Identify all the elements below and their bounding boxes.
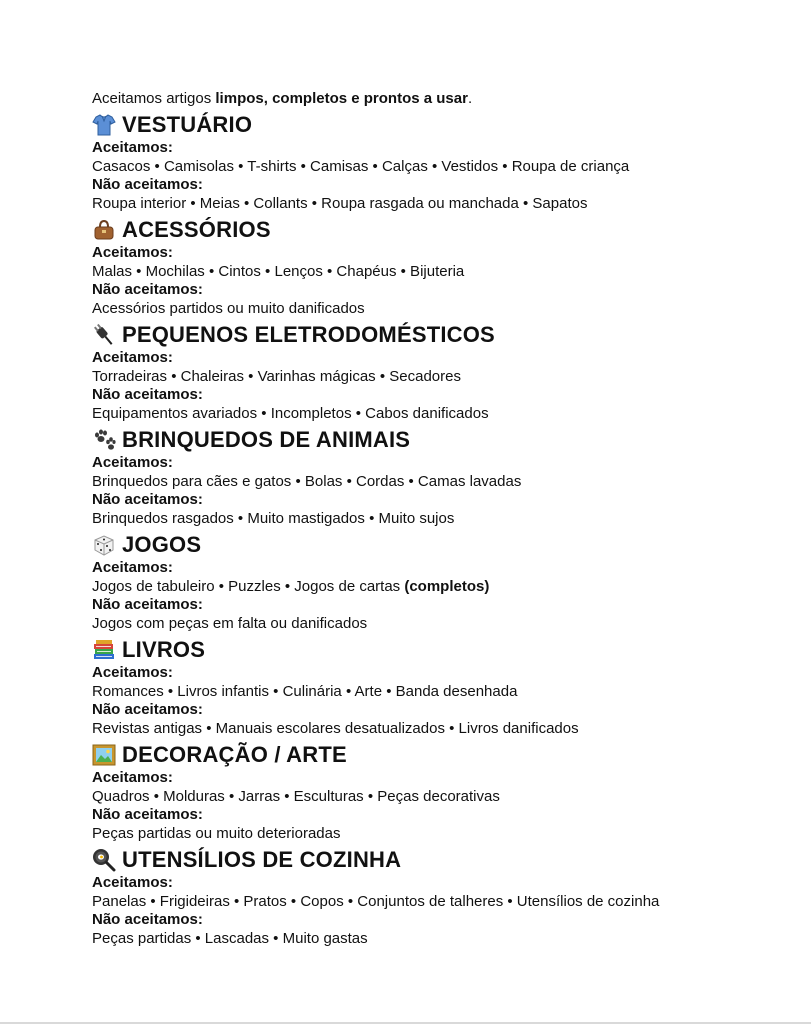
section-heading: [92, 110, 792, 139]
section-jogos: [92, 530, 792, 633]
reject-label: Não aceitamos:: [92, 911, 203, 928]
reject-list: Roupa interior • Meias • Collants • Roupa rasgada ou manchada • Sapatos: [92, 195, 588, 212]
reject-list: Peças partidas ou muito deterioradas: [92, 825, 341, 842]
section-title: DECORAÇÃO / ARTE: [122, 741, 347, 767]
accept-list: Quadros • Molduras • Jarras • Esculturas • Peças decorativas: [92, 788, 500, 805]
document-page: [92, 90, 792, 948]
section-pequenos-eletrodomesticos: [92, 320, 792, 423]
accept-list: Jogos de tabuleiro • Puzzles • Jogos de cartas (completos): [92, 578, 490, 595]
frying-pan-icon: [92, 848, 116, 872]
section-heading: [92, 215, 792, 244]
section-vestuario: [92, 110, 792, 213]
reject-list: Acessórios partidos ou muito danificados: [92, 300, 365, 317]
section-livros: [92, 635, 792, 738]
dice-icon: [92, 533, 116, 557]
framed-picture-icon: [92, 743, 116, 767]
section-title: VESTUÁRIO: [122, 111, 253, 137]
section-heading: [92, 845, 792, 874]
reject-label: Não aceitamos:: [92, 491, 203, 508]
reject-list: Equipamentos avariados • Incompletos • Cabos danificados: [92, 405, 489, 422]
section-heading: [92, 635, 792, 664]
section-brinquedos-de-animais: [92, 425, 792, 528]
reject-list: Peças partidas • Lascadas • Muito gastas: [92, 930, 368, 947]
books-icon: [92, 638, 116, 662]
reject-label: Não aceitamos:: [92, 386, 203, 403]
accept-list: Torradeiras • Chaleiras • Varinhas mágicas • Secadores: [92, 368, 461, 385]
reject-label: Não aceitamos:: [92, 281, 203, 298]
accept-list: Malas • Mochilas • Cintos • Lenços • Chapéus • Bijuteria: [92, 263, 465, 280]
accept-label: Aceitamos:: [92, 349, 173, 366]
accept-list: Casacos • Camisolas • T-shirts • Camisas • Calças • Vestidos • Roupa de criança: [92, 158, 630, 175]
section-title: ACESSÓRIOS: [122, 216, 271, 242]
reject-label: Não aceitamos:: [92, 176, 203, 193]
section-title: BRINQUEDOS DE ANIMAIS: [122, 426, 411, 452]
section-title: JOGOS: [122, 531, 202, 557]
plug-icon: [92, 323, 116, 347]
section-heading: [92, 320, 792, 349]
intro-text: Aceitamos artigos limpos, completos e prontos a usar.: [92, 90, 473, 107]
accept-list: Brinquedos para cães e gatos • Bolas • Cordas • Camas lavadas: [92, 473, 522, 490]
section-title: UTENSÍLIOS DE COZINHA: [122, 846, 402, 872]
reject-list: Jogos com peças em falta ou danificados: [92, 615, 368, 632]
accept-label: Aceitamos:: [92, 454, 173, 471]
reject-list: Brinquedos rasgados • Muito mastigados • Muito sujos: [92, 510, 455, 527]
reject-label: Não aceitamos:: [92, 806, 203, 823]
section-acessorios: [92, 215, 792, 318]
shirt-icon: [92, 113, 116, 137]
accept-label: Aceitamos:: [92, 559, 173, 576]
section-title: PEQUENOS ELETRODOMÉSTICOS: [122, 321, 495, 347]
accept-label: Aceitamos:: [92, 244, 173, 261]
reject-list: Revistas antigas • Manuais escolares desatualizados • Livros danificados: [92, 720, 579, 737]
paw-icon: [92, 428, 116, 452]
section-heading: [92, 740, 792, 769]
section-heading: [92, 530, 792, 559]
accept-label: Aceitamos:: [92, 874, 173, 891]
accept-list: Romances • Livros infantis • Culinária • Arte • Banda desenhada: [92, 683, 518, 700]
accept-label: Aceitamos:: [92, 769, 173, 786]
reject-label: Não aceitamos:: [92, 701, 203, 718]
accept-label: Aceitamos:: [92, 139, 173, 156]
section-decoracao-arte: [92, 740, 792, 843]
handbag-icon: [92, 218, 116, 242]
accept-list: Panelas • Frigideiras • Pratos • Copos • Conjuntos de talheres • Utensílios de cozinha: [92, 893, 660, 910]
reject-label: Não aceitamos:: [92, 596, 203, 613]
section-title: LIVROS: [122, 636, 206, 662]
section-heading: [92, 425, 792, 454]
section-utensilios-de-cozinha: [92, 845, 792, 948]
accept-label: Aceitamos:: [92, 664, 173, 681]
